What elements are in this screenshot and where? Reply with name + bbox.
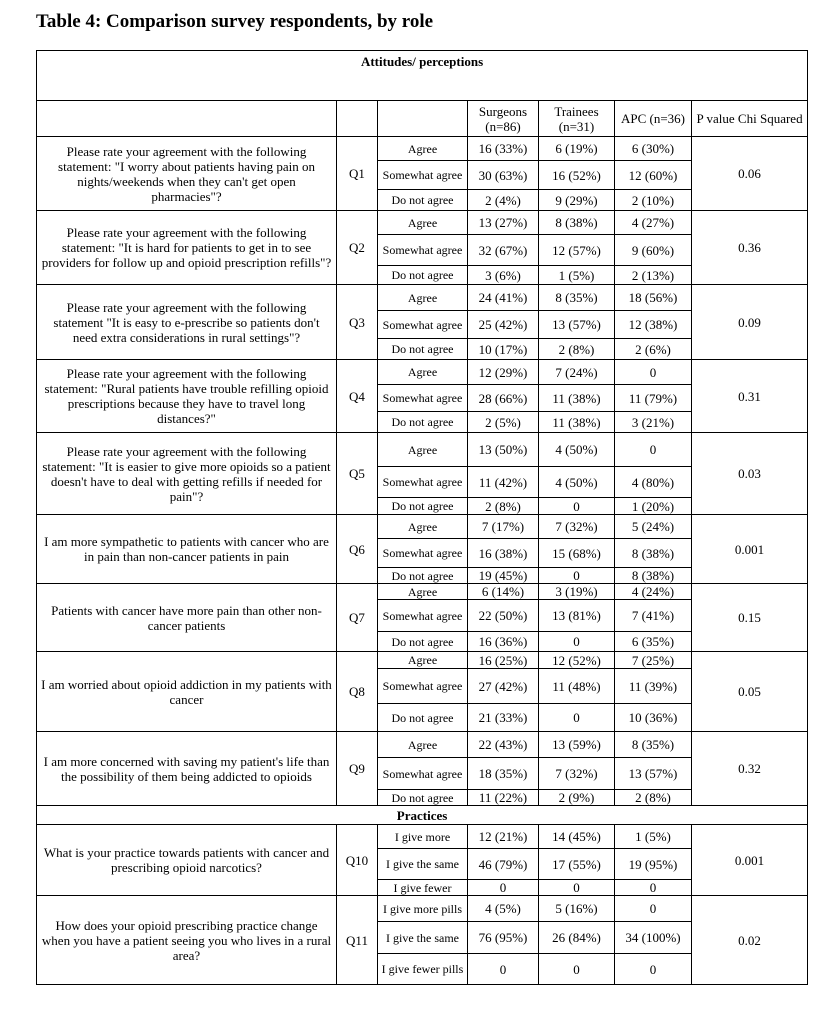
header-pvalue: P value Chi Squared [692,101,808,137]
response-label: Agree [378,584,468,600]
apc-value: 1 (20%) [615,498,692,515]
apc-value: 10 (36%) [615,704,692,732]
trainees-value: 7 (32%) [539,515,615,539]
apc-value: 2 (13%) [615,266,692,285]
p-value: 0.15 [692,584,808,652]
trainees-value: 17 (55%) [539,849,615,880]
trainees-value: 11 (38%) [539,385,615,412]
question-code: Q5 [337,433,378,515]
surgeons-value: 28 (66%) [468,385,539,412]
surgeons-value: 25 (42%) [468,311,539,339]
apc-value: 8 (38%) [615,539,692,568]
apc-value: 34 (100%) [615,922,692,954]
p-value: 0.02 [692,896,808,985]
apc-value: 0 [615,954,692,985]
surgeons-value: 24 (41%) [468,285,539,311]
trainees-value: 26 (84%) [539,922,615,954]
apc-value: 12 (60%) [615,161,692,190]
apc-value: 19 (95%) [615,849,692,880]
response-label: Do not agree [378,412,468,433]
surgeons-value: 2 (5%) [468,412,539,433]
apc-value: 13 (57%) [615,758,692,790]
apc-value: 3 (21%) [615,412,692,433]
surgeons-value: 21 (33%) [468,704,539,732]
trainees-value: 13 (57%) [539,311,615,339]
trainees-value: 13 (81%) [539,600,615,632]
trainees-value: 9 (29%) [539,190,615,211]
header-blank [37,101,337,137]
surgeons-value: 2 (8%) [468,498,539,515]
trainees-value: 1 (5%) [539,266,615,285]
surgeons-value: 2 (4%) [468,190,539,211]
surgeons-value: 0 [468,880,539,896]
surgeons-value: 32 (67%) [468,235,539,266]
table-title: Table 4: Comparison survey respondents, by role [36,11,434,32]
response-label: I give more [378,825,468,849]
response-label: Somewhat agree [378,539,468,568]
apc-value: 6 (35%) [615,632,692,652]
response-label: Do not agree [378,790,468,806]
header-blank [378,101,468,137]
response-label: Do not agree [378,190,468,211]
header-surgeons: Surgeons (n=86) [468,101,539,137]
apc-value: 0 [615,433,692,467]
trainees-value: 12 (57%) [539,235,615,266]
question-code: Q9 [337,732,378,806]
trainees-value: 14 (45%) [539,825,615,849]
response-label: Do not agree [378,339,468,360]
p-value: 0.05 [692,652,808,732]
header-trainees: Trainees (n=31) [539,101,615,137]
response-label: Agree [378,360,468,385]
apc-value: 18 (56%) [615,285,692,311]
table-row [37,515,808,539]
trainees-value: 2 (8%) [539,339,615,360]
trainees-value: 8 (38%) [539,211,615,235]
table-row [37,285,808,311]
p-value: 0.09 [692,285,808,360]
apc-value: 2 (8%) [615,790,692,806]
surgeons-value: 46 (79%) [468,849,539,880]
surgeons-value: 22 (50%) [468,600,539,632]
response-label: Agree [378,433,468,467]
response-label: Agree [378,211,468,235]
surgeons-value: 18 (35%) [468,758,539,790]
surgeons-value: 16 (33%) [468,137,539,161]
response-label: Do not agree [378,632,468,652]
section-practices: Practices [37,806,808,825]
response-label: Do not agree [378,704,468,732]
p-value: 0.36 [692,211,808,285]
surgeons-value: 19 (45%) [468,568,539,584]
trainees-value: 7 (32%) [539,758,615,790]
surgeons-value: 4 (5%) [468,896,539,922]
trainees-value: 3 (19%) [539,584,615,600]
response-label: Agree [378,732,468,758]
surgeons-value: 16 (38%) [468,539,539,568]
question-code: Q8 [337,652,378,732]
surgeons-value: 7 (17%) [468,515,539,539]
response-label: Somewhat agree [378,385,468,412]
response-label: Somewhat agree [378,467,468,498]
trainees-value: 11 (38%) [539,412,615,433]
response-label: Do not agree [378,568,468,584]
surgeons-value: 3 (6%) [468,266,539,285]
surgeons-value: 30 (63%) [468,161,539,190]
trainees-value: 15 (68%) [539,539,615,568]
apc-value: 9 (60%) [615,235,692,266]
table-row [37,896,808,922]
apc-value: 0 [615,896,692,922]
response-label: Somewhat agree [378,235,468,266]
surgeons-value: 12 (21%) [468,825,539,849]
response-label: Agree [378,137,468,161]
response-label: I give the same [378,849,468,880]
apc-value: 2 (6%) [615,339,692,360]
apc-value: 4 (24%) [615,584,692,600]
apc-value: 12 (38%) [615,311,692,339]
trainees-value: 0 [539,568,615,584]
question-code: Q6 [337,515,378,584]
response-label: Somewhat agree [378,311,468,339]
p-value: 0.32 [692,732,808,806]
response-label: I give fewer pills [378,954,468,985]
question-text: How does your opioid prescribing practice change when you have a patient seeing you who lives in a rural area? [37,896,337,985]
surgeons-value: 16 (36%) [468,632,539,652]
response-label: I give fewer [378,880,468,896]
question-text: Please rate your agreement with the following statement: "It is hard for patients to get in to see providers for follow up and opioid prescription refills"? [37,211,337,285]
apc-value: 5 (24%) [615,515,692,539]
question-text: Please rate your agreement with the following statement: "It is easier to give more opioids so a patient doesn't have to deal with getting refills if needed for pain"? [37,433,337,515]
question-text: I am more concerned with saving my patient's life than the possibility of them being addicted to opioids [37,732,337,806]
surgeons-value: 11 (42%) [468,467,539,498]
apc-value: 8 (35%) [615,732,692,758]
surgeons-value: 16 (25%) [468,652,539,669]
trainees-value: 5 (16%) [539,896,615,922]
surgeons-value: 6 (14%) [468,584,539,600]
apc-value: 4 (80%) [615,467,692,498]
trainees-value: 16 (52%) [539,161,615,190]
table-row [37,584,808,600]
question-text: Please rate your agreement with the following statement: "Rural patients have trouble refilling opioid prescriptions because they have to travel long distances?" [37,360,337,433]
section-attitudes: Attitudes/ perceptions [37,51,808,101]
apc-value: 7 (25%) [615,652,692,669]
table-row [37,360,808,385]
p-value: 0.001 [692,515,808,584]
trainees-value: 8 (35%) [539,285,615,311]
table-row [37,137,808,161]
trainees-value: 13 (59%) [539,732,615,758]
surgeons-value: 0 [468,954,539,985]
trainees-value: 2 (9%) [539,790,615,806]
question-code: Q4 [337,360,378,433]
trainees-value: 11 (48%) [539,669,615,704]
response-label: Somewhat agree [378,669,468,704]
p-value: 0.03 [692,433,808,515]
response-label: Agree [378,652,468,669]
question-text: I am worried about opioid addiction in my patients with cancer [37,652,337,732]
trainees-value: 4 (50%) [539,467,615,498]
apc-value: 8 (38%) [615,568,692,584]
trainees-value: 7 (24%) [539,360,615,385]
question-text: Please rate your agreement with the following statement "It is easy to e-prescribe so patients don't need extra considerations in rural settings"? [37,285,337,360]
response-label: Somewhat agree [378,161,468,190]
trainees-value: 0 [539,632,615,652]
apc-value: 0 [615,880,692,896]
header-apc: APC (n=36) [615,101,692,137]
response-label: Do not agree [378,498,468,515]
response-label: I give more pills [378,896,468,922]
p-value: 0.06 [692,137,808,211]
p-value: 0.001 [692,825,808,896]
apc-value: 0 [615,360,692,385]
response-label: Agree [378,285,468,311]
question-text: I am more sympathetic to patients with cancer who are in pain than non-cancer patients in pain [37,515,337,584]
surgeons-value: 13 (50%) [468,433,539,467]
apc-value: 4 (27%) [615,211,692,235]
table-row [37,652,808,669]
survey-table [36,50,808,985]
apc-value: 11 (39%) [615,669,692,704]
question-code: Q10 [337,825,378,896]
surgeons-value: 11 (22%) [468,790,539,806]
question-code: Q2 [337,211,378,285]
question-code: Q11 [337,896,378,985]
table-row [37,825,808,849]
apc-value: 7 (41%) [615,600,692,632]
surgeons-value: 76 (95%) [468,922,539,954]
header-blank [337,101,378,137]
response-label: I give the same [378,922,468,954]
table-row [37,211,808,235]
question-text: What is your practice towards patients with cancer and prescribing opioid narcotics? [37,825,337,896]
trainees-value: 0 [539,498,615,515]
header-row [37,101,808,137]
response-label: Somewhat agree [378,758,468,790]
trainees-value: 12 (52%) [539,652,615,669]
trainees-value: 0 [539,704,615,732]
apc-value: 11 (79%) [615,385,692,412]
trainees-value: 4 (50%) [539,433,615,467]
surgeons-value: 22 (43%) [468,732,539,758]
surgeons-value: 12 (29%) [468,360,539,385]
p-value: 0.31 [692,360,808,433]
response-label: Do not agree [378,266,468,285]
surgeons-value: 27 (42%) [468,669,539,704]
question-text: Patients with cancer have more pain than other non-cancer patients [37,584,337,652]
apc-value: 2 (10%) [615,190,692,211]
trainees-value: 0 [539,880,615,896]
response-label: Somewhat agree [378,600,468,632]
question-code: Q3 [337,285,378,360]
question-code: Q1 [337,137,378,211]
surgeons-value: 13 (27%) [468,211,539,235]
response-label: Agree [378,515,468,539]
surgeons-value: 10 (17%) [468,339,539,360]
table-row [37,732,808,758]
table-row [37,433,808,467]
question-text: Please rate your agreement with the following statement: "I worry about patients having pain on nights/weekends when they can't get open pharmacies"? [37,137,337,211]
apc-value: 6 (30%) [615,137,692,161]
trainees-value: 6 (19%) [539,137,615,161]
trainees-value: 0 [539,954,615,985]
apc-value: 1 (5%) [615,825,692,849]
question-code: Q7 [337,584,378,652]
